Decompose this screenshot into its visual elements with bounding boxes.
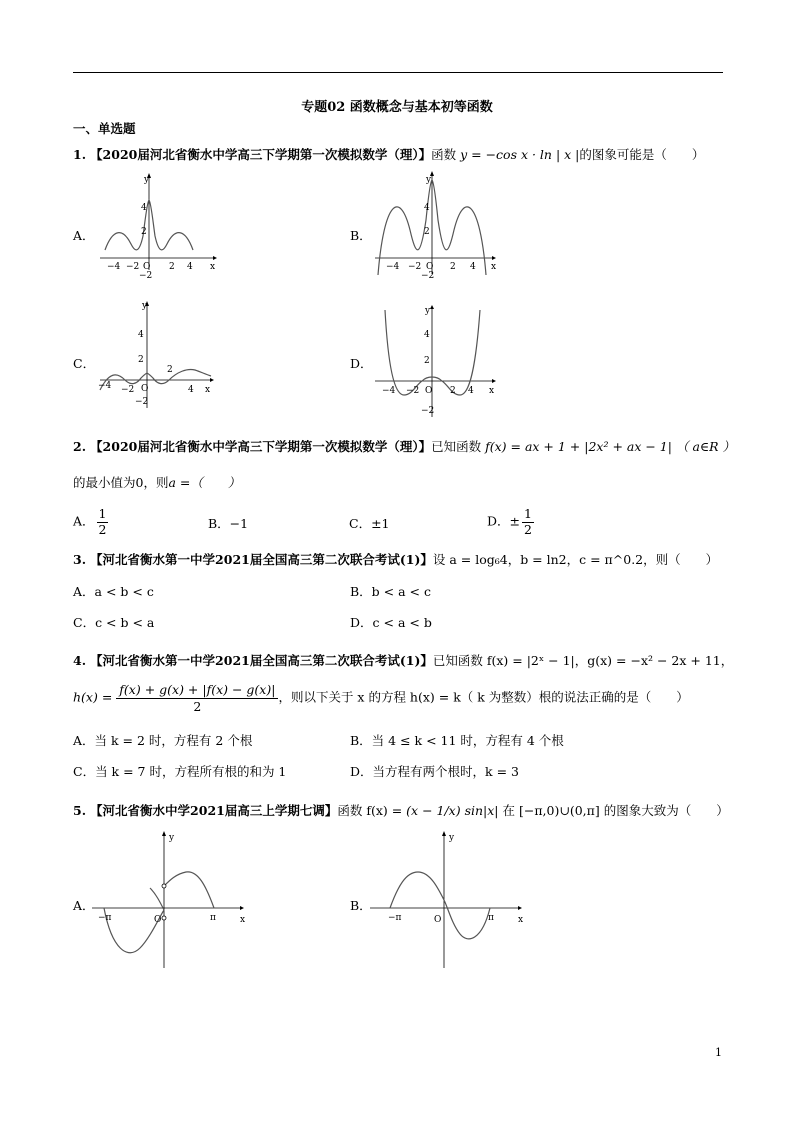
tick-n4: −4 [386, 262, 400, 272]
fraction-half: $\frac{1}{2}$ [524, 506, 532, 537]
option-d-label: D． [350, 356, 373, 371]
tick-y2: 2 [138, 355, 144, 365]
x-axis-label: x [205, 385, 211, 395]
tick-n2: −2 [406, 386, 420, 396]
graph-q5-option-a [90, 830, 250, 970]
question-1-stem [73, 145, 704, 163]
q3-option-a: A．a < b < c [73, 584, 154, 599]
formula: f(x) = ax + 1 + |2x² + ax − 1| [485, 439, 672, 454]
q2-option-c: C．±1 [349, 516, 390, 531]
page-title: 专题02 函数概念与基本初等函数 [301, 100, 493, 115]
tick-n2: −2 [126, 262, 140, 272]
tick-yn2: −2 [421, 406, 435, 416]
question-number: 5. [73, 803, 87, 818]
condition: （ a∈R ） [675, 439, 736, 454]
origin-label: O [425, 386, 433, 396]
tick-neg-pi: −π [98, 913, 112, 923]
question-2-stem [73, 437, 735, 455]
q2-option-b: B．−1 [208, 516, 249, 531]
tick-p2: 2 [169, 262, 175, 272]
q5-option-b-label: B． [350, 898, 372, 913]
question-number: 1. [73, 147, 87, 162]
origin-label: O [141, 384, 149, 394]
stem-text: 已知函数 f(x) = |2ˣ − 1|，g(x) = −x² − 2x + 11， [432, 653, 734, 668]
tick-p2: 2 [167, 365, 173, 375]
question-number: 2. [73, 439, 87, 454]
x-axis-label: x [210, 262, 216, 272]
origin-label: O [434, 915, 442, 925]
tick-yn2: −2 [421, 271, 435, 281]
option-c-label: C． [73, 356, 96, 371]
question-number: 3. [73, 552, 87, 567]
tick-y2: 2 [424, 227, 430, 237]
q4-option-a: A．当 k = 2 时，方程有 2 个根 [73, 733, 253, 748]
question-3-stem [73, 550, 718, 568]
tick-pi: π [210, 913, 216, 923]
tick-n4: −4 [98, 381, 112, 391]
y-axis-label: y [144, 175, 150, 185]
q2-option-a: A． $\frac{1}{2}$ [73, 506, 107, 537]
x-axis-label: x [240, 915, 246, 925]
question-2-line2: 的最小值为0，则a =（ ） [73, 475, 241, 490]
q4-option-b: B．当 4 ≤ k < 11 时，方程有 4 个根 [350, 733, 564, 748]
fraction-half: $\frac{1}{2}$ [98, 506, 107, 537]
q3-option-d: D．c < a < b [350, 615, 432, 630]
y-axis-label: y [169, 833, 175, 843]
tick-y4: 4 [138, 330, 144, 340]
y-axis-label: y [426, 175, 432, 185]
tick-y4: 4 [424, 330, 430, 340]
q4-option-d: D．当方程有两个根时，k = 3 [350, 764, 519, 779]
question-source: 【2020届河北省衡水中学高三下学期第一次模拟数学（理）】 [90, 439, 432, 454]
q2-option-d: D．± $\frac{1}{2}$ [487, 506, 532, 537]
stem-text: 已知函数 [431, 439, 482, 454]
graph-q5-option-b [368, 830, 533, 970]
stem-tail: 的图象可能是（ ） [579, 147, 705, 162]
tick-neg-pi: −π [388, 913, 402, 923]
tick-p4: 4 [470, 262, 476, 272]
tick-y2: 2 [141, 227, 147, 237]
y-axis-label: y [425, 306, 431, 316]
tick-p2: 2 [450, 262, 456, 272]
page-number: 1 [715, 1046, 722, 1059]
formula: (x − 1/x) sin|x| [406, 803, 499, 818]
question-source: 【河北省衡水第一中学2021届全国高三第二次联合考试(1)】 [90, 552, 433, 567]
tick-y4: 4 [141, 203, 147, 213]
graph-option-c [95, 300, 220, 410]
y-axis-label: y [449, 833, 455, 843]
tick-yn2: −2 [135, 397, 149, 407]
x-axis-label: x [489, 386, 495, 396]
graph-option-b [370, 170, 500, 281]
q3-option-b: B．b < a < c [350, 584, 431, 599]
tick-n2: −2 [408, 262, 422, 272]
option-b-label: B． [350, 228, 372, 243]
stem-text: 函数 [431, 147, 457, 162]
origin-label: O [154, 915, 162, 925]
question-number: 4. [73, 653, 87, 668]
x-axis-label: x [491, 262, 497, 272]
x-axis-label: x [518, 915, 524, 925]
tick-p4: 4 [468, 386, 474, 396]
question-4-stem [73, 651, 733, 669]
tick-n4: −4 [107, 262, 121, 272]
header-rule [73, 72, 723, 73]
question-source: 【河北省衡水第一中学2021届全国高三第二次联合考试(1)】 [90, 653, 433, 668]
graph-option-a [95, 170, 220, 281]
formula: y = −cos x · ln | x | [460, 147, 580, 162]
tick-p4: 4 [187, 262, 193, 272]
origin-label: O [426, 262, 434, 272]
tick-yn2: −2 [139, 271, 153, 281]
tick-pi: π [488, 913, 494, 923]
q3-option-c: C．c < b < a [73, 615, 155, 630]
graph-option-d [370, 305, 500, 420]
tick-y4: 4 [424, 203, 430, 213]
tick-n4: −4 [382, 386, 396, 396]
q5-option-a-label: A． [73, 898, 95, 913]
question-4-h-definition: h(x) = $\frac{f(x) + g(x) + |f(x) - g(x)|}{2}$ ，则以下关于 x 的方程 h(x) = k（ k 为整数）根的说法正确的是（ ） [73, 682, 689, 714]
stem-text: 设 a = log₆4，b = ln2，c = π^0.2，则（ ） [432, 552, 719, 567]
tick-n2: −2 [121, 385, 135, 395]
question-5-stem: 5. 【河北省衡水中学2021届高三上学期七调】函数 f(x) = (x − 1/x) sin|x| 在 [−π,0)∪(0,π] 的图象大致为（ ） [73, 803, 729, 818]
tick-y2: 2 [424, 356, 430, 366]
origin-label: O [143, 262, 151, 272]
q4-option-c: C．当 k = 7 时，方程所有根的和为 1 [73, 764, 287, 779]
question-source: 【河北省衡水中学2021届高三上学期七调】 [90, 803, 338, 818]
section-heading: 一、单选题 [73, 121, 136, 136]
tick-p2: 2 [450, 386, 456, 396]
h-fraction: $\frac{f(x) + g(x) + |f(x) - g(x)|}{2}$ [116, 682, 278, 714]
y-axis-label: y [142, 301, 148, 311]
tick-p4: 4 [188, 385, 194, 395]
option-a-label: A． [73, 228, 95, 243]
question-source: 【2020届河北省衡水中学高三下学期第一次模拟数学（理）】 [90, 147, 432, 162]
